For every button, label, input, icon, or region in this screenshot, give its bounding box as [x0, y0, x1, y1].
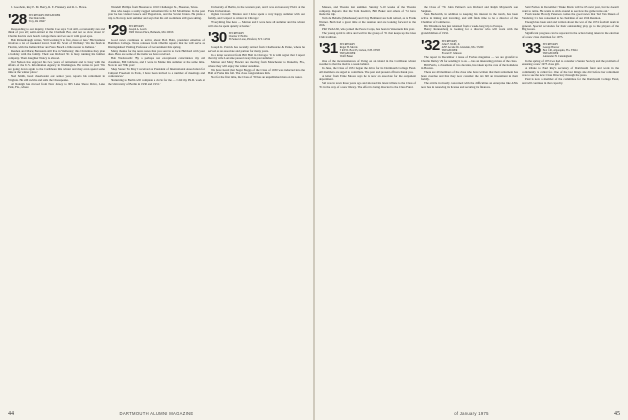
secretary-address: 5600 Vernon Place, Bethesda, Md. 20016: [128, 30, 174, 34]
column-text: Henry Ronnenberg is looking for a director who will work with the grandchildren of 1932.: [421, 27, 518, 35]
class-year: '33: [522, 40, 541, 58]
column-text: Wendell Phillips from Houston to 1010 Challenger St., Houston, Texas.: [111, 5, 199, 9]
right-column-2: [421, 6, 518, 90]
left-page: [0, 0, 313, 420]
secretary-label: SECRETARY: [228, 32, 245, 36]
column-text: Dic Dinsmore has just returned from a week-long trip to Europe.: [424, 23, 503, 28]
column-text: Good news continues to arrive about Bob Bohr, president emeritus of Hamilton College. News releases from Oberlin reports that he will serve as Distinguished Visiting Professor of Government this spring.: [108, 37, 205, 49]
column-text: Enough has been said and written about the war of the 1974 football team in general. Special accolades for their outstanding play go to the players of the Big Green.: [522, 19, 619, 32]
class-year: '28: [8, 10, 27, 28]
column-text: Sid was in town three years ago and showed his latest tribute to the Class of '31 in the way of a new library. The effort is being directed to the Class Fund.: [319, 81, 416, 89]
class-year: '32: [421, 36, 440, 54]
column-text: Shep Stone: 'In May I received as President of International Association for Cultural Freedom in Paris, I have been invited to a number of meetings and conferences.': [108, 67, 205, 79]
secretary-label: SECRETARY: [128, 24, 145, 28]
class-heading: [319, 42, 416, 58]
column-text: In June, the Class of 1931 began the drive for its Dartmouth College Fund. All members are urged to contribute. The past and present officers thank you.: [319, 66, 416, 74]
column-text: Bob Rickenbaugh writes, 'Still working 9 to five, more or less.' His business involves a lot of weekend travel. Said Dr. Scott of Wellsley: 'On the flesh in Florida, with the Indian River and Vero Beach a little nearer to Indiana.': [8, 37, 105, 49]
column-text: The report in December 1 issue of Forbes magazine — we are grateful to Charlie Dailey '29 for sending it to us — has an interesting picture of the class.: [421, 55, 518, 63]
left-column-2: [108, 6, 205, 87]
column-text: Bill Ferris, a classmate of two decades, has taken up the care of the homeless in Boston.: [421, 62, 518, 71]
secretary-address: 5 R.F.D. Box 63, Lisbon, N.H. 03585: [339, 49, 381, 53]
treasurer-name: Everett F. Johnson: [441, 51, 462, 55]
secretary-address: Box 140, Algonquin, Fla. 33924: [542, 49, 578, 53]
column-text: Responding to our inquiry, Charlie Coe says 'I sit still, occasionally run and think of you all; semi-retired at the Chatham Bar, and not so slow about it.' Charlie has his own beach cottage there and we see it with good eyes.: [8, 26, 105, 38]
column-text: University of Berlin, in the western part, and I was an honorary Ph.D. at the Freie Universitaet.: [208, 5, 305, 13]
class-heading: [108, 21, 205, 39]
secretary-address: 36 Seneca Lane, Pittsford, N.Y. 14534: [228, 38, 270, 42]
running-footer: of January 1975: [454, 411, 489, 416]
class-officers: [29, 13, 61, 23]
column-text: Masses, and Theatre last summer. Sunday 5-10 weeks of the Theatre company. Reports that the Tom Koehn's, Bill Baker and others of '31 have made the trip.: [319, 5, 416, 17]
secretary-name: Van Dale Gillis: [28, 16, 46, 20]
secretary-label: SECRETARY: [339, 43, 356, 47]
column-text: Phil Vieh-Uhl, who joined the Peace Corps, has been in Venezuela this year.: [322, 27, 415, 32]
right-column-3: [522, 6, 619, 86]
left-column-1: [8, 6, 105, 90]
treasurer-label: TREASURER: [441, 48, 458, 52]
class-officers: [442, 39, 484, 55]
column-text: J. Goodwin, Roy E. M. Berry, R. E. Flannery and R. L. Howe.: [11, 5, 87, 9]
left-column-3: [208, 6, 305, 80]
class-year: '31: [319, 40, 338, 58]
class-heading: [208, 31, 305, 45]
column-text: In the spring of 1974 we had to consider a Senior Society and the problem of ensuring a new 1975 class gift.: [522, 58, 619, 67]
column-text: Joseph K. Patrick has recently retired from Chadbourne & Parke, where he served as an associate and partner for many years.: [208, 45, 305, 53]
column-text: One of the inconveniences of living on an island in the Caribbean winter weather is that the mail is a week behind.: [319, 58, 416, 67]
class-heading: [8, 10, 105, 28]
class-officers: [340, 42, 380, 58]
class-heading: [421, 36, 518, 55]
column-text: Ted Nelson has enjoyed his two years of retirement and is busy with the affairs of the U.S. Information Agency in Washington. He writes in part: 'We are going down again to the Caribbean this winter and may even spend some time at the winter place.': [8, 59, 105, 75]
column-text: The young spirit is alive and well in the group of '31 that keeps up the Glee Club tradition.: [319, 31, 416, 39]
column-text: Not for the first time, the Class of '30 has an unpublished man on its roster.: [211, 75, 303, 79]
column-text: A letter from Ernie Moore says he is now an associate for the outpatient department.: [319, 73, 416, 82]
column-text: Stan Beckwith, in addition to keeping his interest in the ranch, has been active in hiking and traveling, and still finds time to be a director of the Chamber of Commerce.: [421, 12, 518, 24]
treasurer-label: TREASURER: [339, 52, 356, 56]
treasurer-name: Wolff Baker: [339, 55, 354, 59]
treasurer-label: TREASURER: [542, 52, 559, 56]
column-text: 'Everything fine here — Marion and I were here all summer and the winter will also be spent quietly at home.': [208, 19, 305, 28]
column-text: the Class of '79. John Peltner's son Richard and Ralph Maynard's son Stephen.: [421, 5, 518, 13]
column-text: One who keeps a really rugged retirement life is Ed McAllister. In the past year he has visited Greece and Yugoslavia, and the Soviet Union. He plans a trip to Norway next summer and says that his old roommate still goes skiing.: [108, 8, 205, 21]
column-text: The article in mostly concerned with the difficulties an enterprise like ANG now has in renewing its license and securing its finances.: [421, 81, 518, 89]
column-text: Said Forbes in December: 'Duke Mack will be 65 next year, but he doesn't want to retire. He wants to stick around to see how the game turns out.': [522, 5, 619, 13]
column-text: Reuben and Marie Bernstein still live in Wellesley; this Christmas they plan a holiday with the family. Their son Richard '61 is busy running his lumber company. Their daughter Nancy is abroad.: [8, 48, 105, 60]
column-text: Paul is now a member of the committee for the Dartmouth College Fund, and will continue in that capacity.: [522, 77, 619, 85]
column-text: Marion and Mary Bowler are moving from Manchester to Dunedin, Fla., where they will enjoy the winter sunshine.: [208, 60, 305, 68]
secretary-name: John F. Wolff, Jr.: [441, 42, 461, 46]
secretary-label: SECRETARY: [441, 39, 458, 43]
secretary-address: 4297 Arcade Dr. Glendale, Wis. 53209: [441, 45, 484, 49]
class-officers: [129, 24, 174, 34]
class-heading: [522, 42, 619, 58]
column-text: Al Raleigh has moved from New Jersey to 905 Lake Shore Drive, Lake Park, Fla., where: [8, 81, 105, 90]
column-text: Significant progress can be reported in the action being taken in the election of a new class chairman for 1975.: [522, 31, 619, 39]
secretary-label: SECRETARY-TREASURER: [28, 13, 61, 17]
class-officers: [543, 42, 578, 58]
right-column-1: [319, 6, 416, 90]
page-number: 45: [614, 411, 620, 417]
secretary-address: Troy, PA 16947: [28, 19, 46, 23]
column-text: There are 49 members of the class who have written that their retirement has been overdue and that they now consider the tax bill an investment in their family.: [421, 69, 518, 82]
secretary-label: SECRETARY: [542, 43, 559, 47]
column-text: A tribute to Paul Ray's secretary of Dartmouth fund and work in the community is called for. One of the last things she did before her retirement was to see the new Class Directory through the press.: [522, 66, 619, 78]
page-number: 44: [8, 411, 14, 417]
column-text: Ogden Crowell: 'Marion and I have spent a very happy summer with our family, and I expect to winter in Chicago.': [208, 12, 305, 21]
treasurer-name: Alexander H. Cunningham: [542, 55, 572, 59]
column-text: Bob Wadsworth: 'By a perhaps not exceptional coincidence my old classmate, Bill Gibbons, and I were in Maine this summer at the same time. Now in our 70th year.': [108, 56, 205, 68]
right-page: [315, 0, 628, 420]
class-officers: [229, 31, 270, 41]
column-text: In a letter received from Bill Hall in Chicago: 'It is with regret that I report that my wife Lorraine passed away this past summer.': [208, 52, 305, 61]
running-footer: DARTMOUTH ALUMNI MAGAZINE: [119, 411, 194, 416]
class-year: '30: [208, 29, 227, 47]
column-text: We have heard that Sugar Boggs of the Class of 1930 was inducted into the Hall of Fame this fall. The class congratulates him.: [208, 67, 305, 76]
column-text: From leader Howdy Peterson comes the good news that Ted Van Dusen of Vandelay, Ct. has consented to be chairman of our 45th Reunion.: [522, 12, 619, 21]
column-text: Tom de Bebelle (Manhasset) and Clay Helmund are both retired, as is Frank Warner. Both had a great time at the reunion and are looking forward to the 45th.: [319, 16, 416, 28]
class-year: '29: [108, 21, 127, 39]
secretary-name: Roger H. Morris: [339, 46, 358, 50]
column-text: Ned Smith, head cheerleader our senior year, reports his retirement in Virginia. He still swims and sails the Chesapeake.: [8, 74, 105, 82]
secretary-name: George Brewer: [542, 46, 560, 50]
secretary-name: Charles V. Hobbs: [228, 35, 248, 39]
column-text: Many thanks for the news notes that you sent in to Jack Hubbard with your dues. Here are some of the items we have received.: [108, 48, 205, 57]
secretary-name: Joseph A. Leech: [128, 27, 147, 31]
column-text: 'Returning to Berlin will complete a circle for me — I did my Ph.D. work at the University of Berlin in 1930 and 1931.': [108, 78, 205, 86]
